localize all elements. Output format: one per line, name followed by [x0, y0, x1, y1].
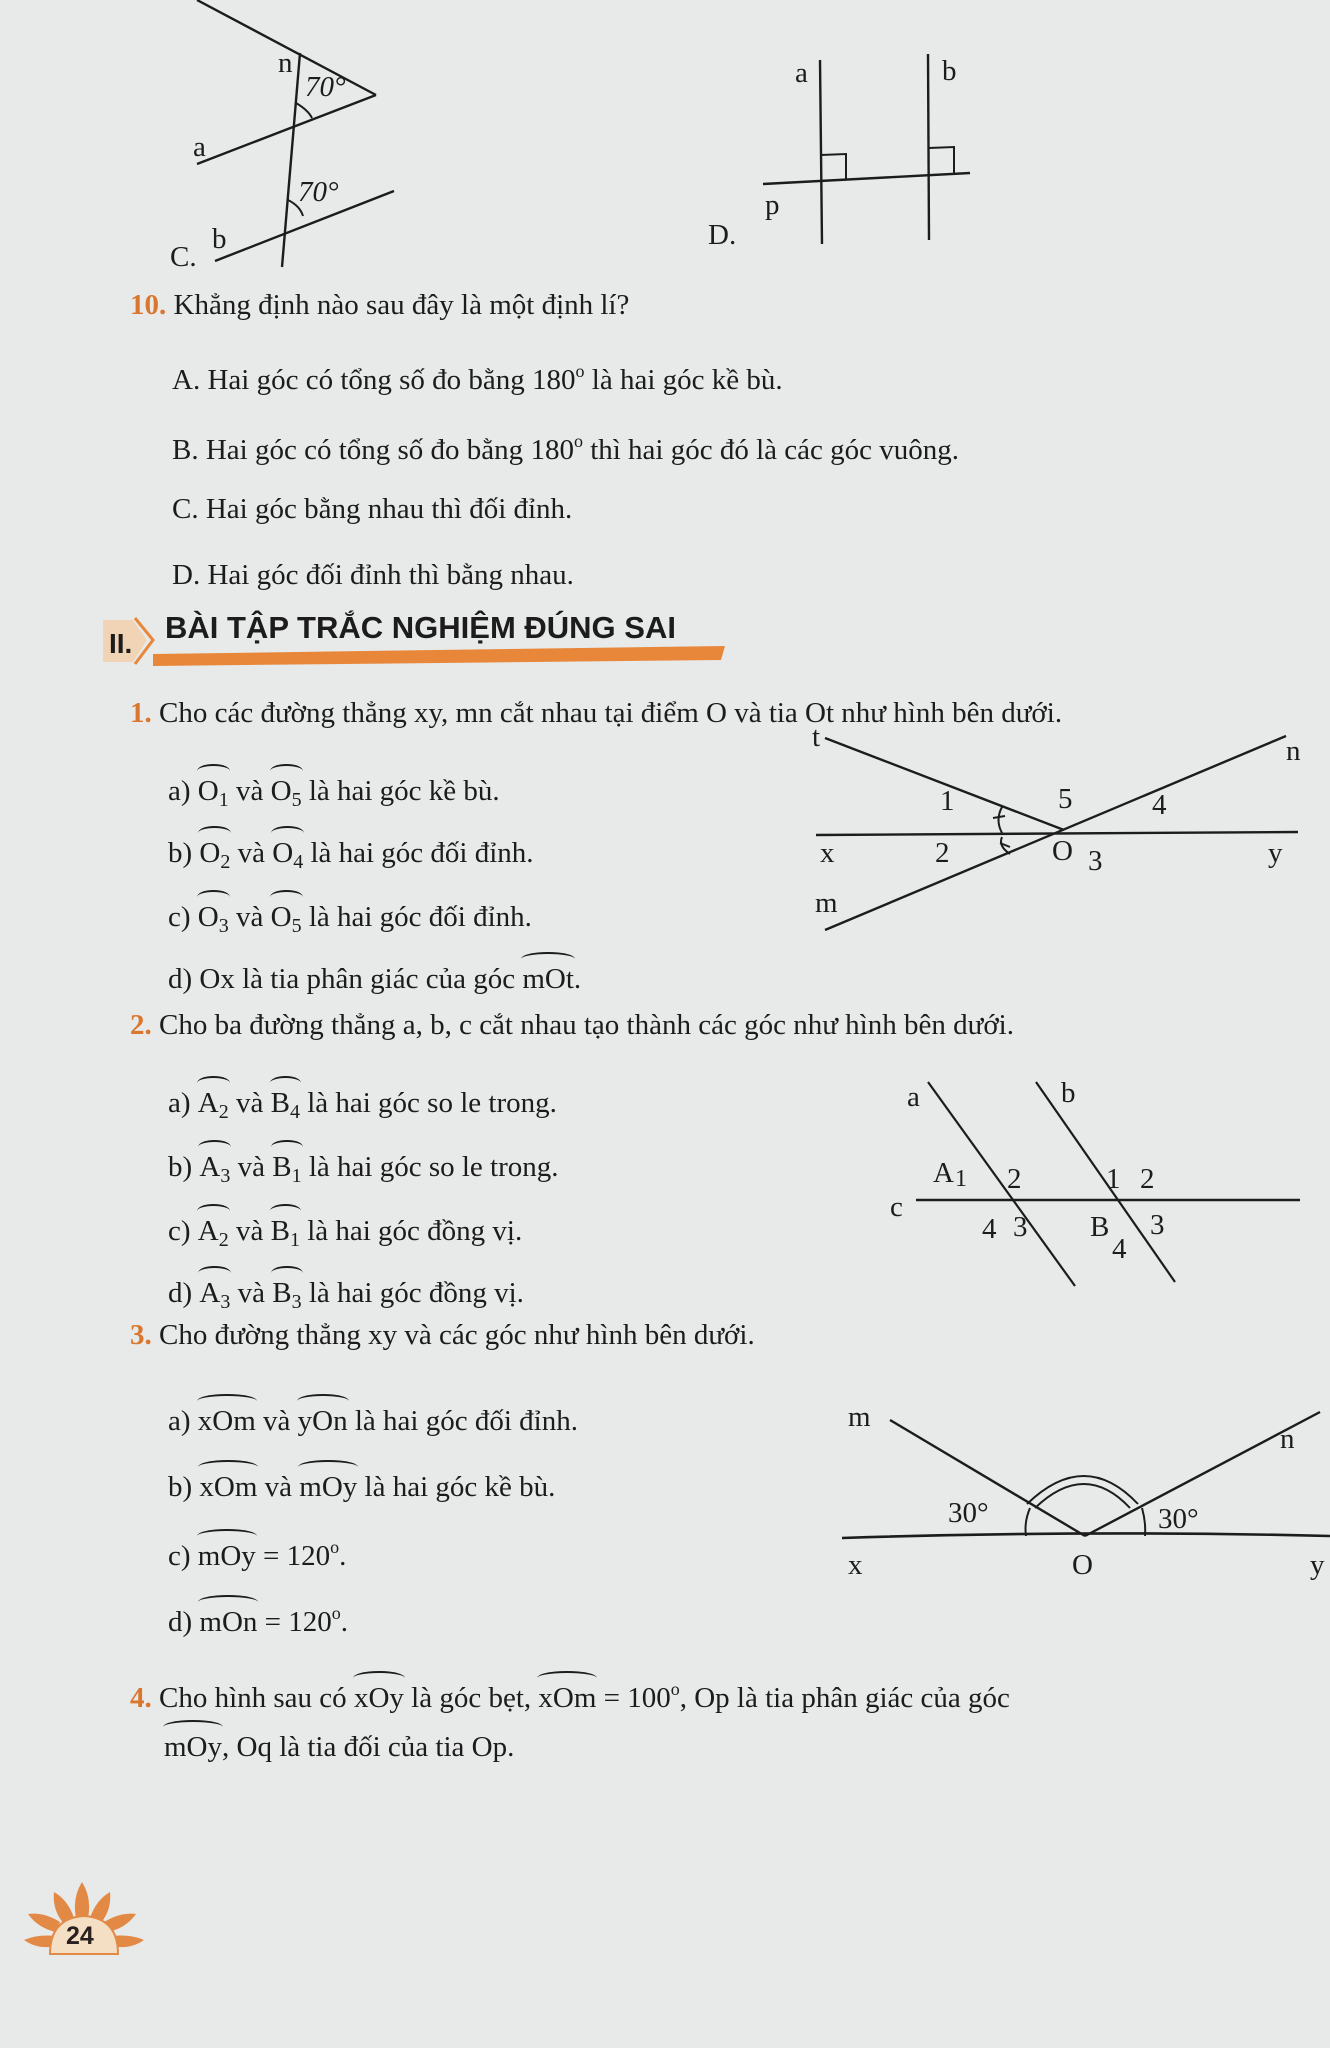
line-p-label: p	[765, 189, 780, 221]
parallel-lines-figure	[0, 0, 520, 280]
q2-item-a: a) $A_2$ và $B_4$ là hai góc so le trong.	[168, 1082, 557, 1129]
q3-item-c: c) mOy = $120^o$.	[168, 1537, 347, 1572]
q10-number: 10.	[130, 289, 167, 321]
q3-item-d: d) mOn = $120^o$.	[168, 1603, 349, 1638]
section-title: BÀI TẬP TRẮC NGHIỆM ĐÚNG SAI	[165, 610, 676, 645]
q3-item-a: a) xOm và yOn là hai góc đối đỉnh.	[168, 1400, 578, 1438]
ray-m-label: m	[848, 1401, 871, 1433]
q3-figure	[840, 1400, 1330, 1600]
q3-item-b: b) xOm và mOy là hai góc kề bù.	[168, 1466, 555, 1504]
point-o-label: O	[1052, 835, 1073, 867]
line-a-label: a	[907, 1081, 920, 1113]
angle-b4-label: 4	[1112, 1233, 1127, 1265]
section-roman: II.	[109, 628, 133, 659]
line-x-label: x	[848, 1549, 863, 1581]
q10-option-a: A. Hai góc có tổng số đo bằng 180$^o$ là hai góc kề bù.	[172, 361, 783, 396]
angle-4-label: 4	[1152, 789, 1167, 821]
angle-3-label: 3	[1088, 845, 1103, 877]
line-b-label: b	[212, 223, 227, 255]
option-c-label: C.	[170, 241, 197, 273]
q2-figure	[880, 1060, 1320, 1300]
point-a-label: A	[933, 1157, 954, 1189]
q10-question	[130, 288, 629, 322]
angle-5-label: 5	[1058, 783, 1073, 815]
q10-text: Khẳng định nào sau đây là một định lí?	[173, 289, 630, 321]
ray-n-label: n	[1280, 1423, 1295, 1455]
angle-2-label: 2	[935, 837, 950, 869]
q2-stem: 2. Cho ba đường thẳng a, b, c cắt nhau tạo thành các góc như hình bên dưới.	[130, 1009, 1014, 1041]
q1-item-c: c) $O_3$ và $O_5$ là hai góc đối đỉnh.	[168, 896, 532, 943]
line-y-label: y	[1310, 1549, 1325, 1581]
angle-a3-label: 3	[1013, 1211, 1028, 1243]
line-m-label: m	[815, 887, 838, 919]
figure-c	[0, 0, 520, 280]
q4-line-1: 4. Cho hình sau có xOy là góc bẹt, xOm = $100^o$, Op là tia phân giác của góc	[130, 1679, 1010, 1714]
q2-item-d: d) $A_3$ và $B_3$ là hai góc đồng vị.	[168, 1272, 524, 1319]
point-o-label: O	[1072, 1549, 1093, 1581]
q2-item-c: c) $A_2$ và $B_1$ là hai góc đồng vị.	[168, 1210, 522, 1257]
angle-a2-label: 2	[1007, 1163, 1022, 1195]
q10-option-d: D. Hai góc đối đỉnh thì bằng nhau.	[172, 559, 574, 591]
line-y-label: y	[1268, 837, 1283, 869]
q10-option-b: B. Hai góc có tổng số đo bằng 180$^o$ thì hai góc đó là các góc vuông.	[172, 431, 960, 466]
angle-b1-label: 1	[1106, 1163, 1121, 1195]
line-x-label: x	[820, 837, 835, 869]
point-b-label: B	[1090, 1211, 1110, 1243]
option-d-label: D.	[708, 219, 737, 251]
q1-item-a: a) $O_1$ và $O_5$ là hai góc kề bù.	[168, 770, 500, 817]
line-c-label: c	[890, 1191, 903, 1223]
angle-b2-label: 2	[1140, 1163, 1155, 1195]
q1-item-d: d) Ox là tia phân giác của góc mOt.	[168, 958, 581, 996]
q1-stem: 1. Cho các đường thẳng xy, mn cắt nhau tại điểm O và tia Ot như hình bên dưới.	[130, 697, 1063, 729]
section-header	[95, 610, 735, 670]
angle-bottom-label: 70°	[298, 176, 339, 208]
q3-stem: 3. Cho đường thẳng xy và các góc như hình bên dưới.	[130, 1319, 755, 1351]
ray-t-label: t	[812, 721, 821, 753]
figure-d	[680, 30, 1000, 270]
line-a-label: a	[193, 131, 206, 163]
angle-b3-label: 3	[1150, 1209, 1165, 1241]
angle-1-label: 1	[940, 785, 955, 817]
q10-option-c: C. Hai góc bằng nhau thì đối đỉnh.	[172, 493, 573, 525]
q1-item-b: b) $O_2$ và $O_4$ là hai góc đối đỉnh.	[168, 832, 534, 879]
page-number: 24	[66, 1922, 94, 1950]
line-b-label: b	[1061, 1077, 1076, 1109]
angle-a4-label: 4	[982, 1213, 997, 1245]
angle-top-label: 70°	[305, 71, 346, 103]
line-n-label: n	[1286, 735, 1301, 767]
right-angle-label: 30°	[1158, 1503, 1199, 1535]
line-b-label: b	[942, 55, 957, 87]
q1-figure	[790, 720, 1330, 950]
q4-line-2: mOy, Oq là tia đối của tia Op.	[164, 1726, 514, 1764]
angle-a1-label: 1	[955, 1166, 967, 1192]
left-angle-label: 30°	[948, 1497, 989, 1529]
page-number-badge	[20, 1878, 150, 1958]
line-a-label: a	[795, 57, 808, 89]
line-n-label: n	[278, 47, 293, 79]
q2-item-b: b) $A_3$ và $B_1$ là hai góc so le trong.	[168, 1146, 559, 1193]
